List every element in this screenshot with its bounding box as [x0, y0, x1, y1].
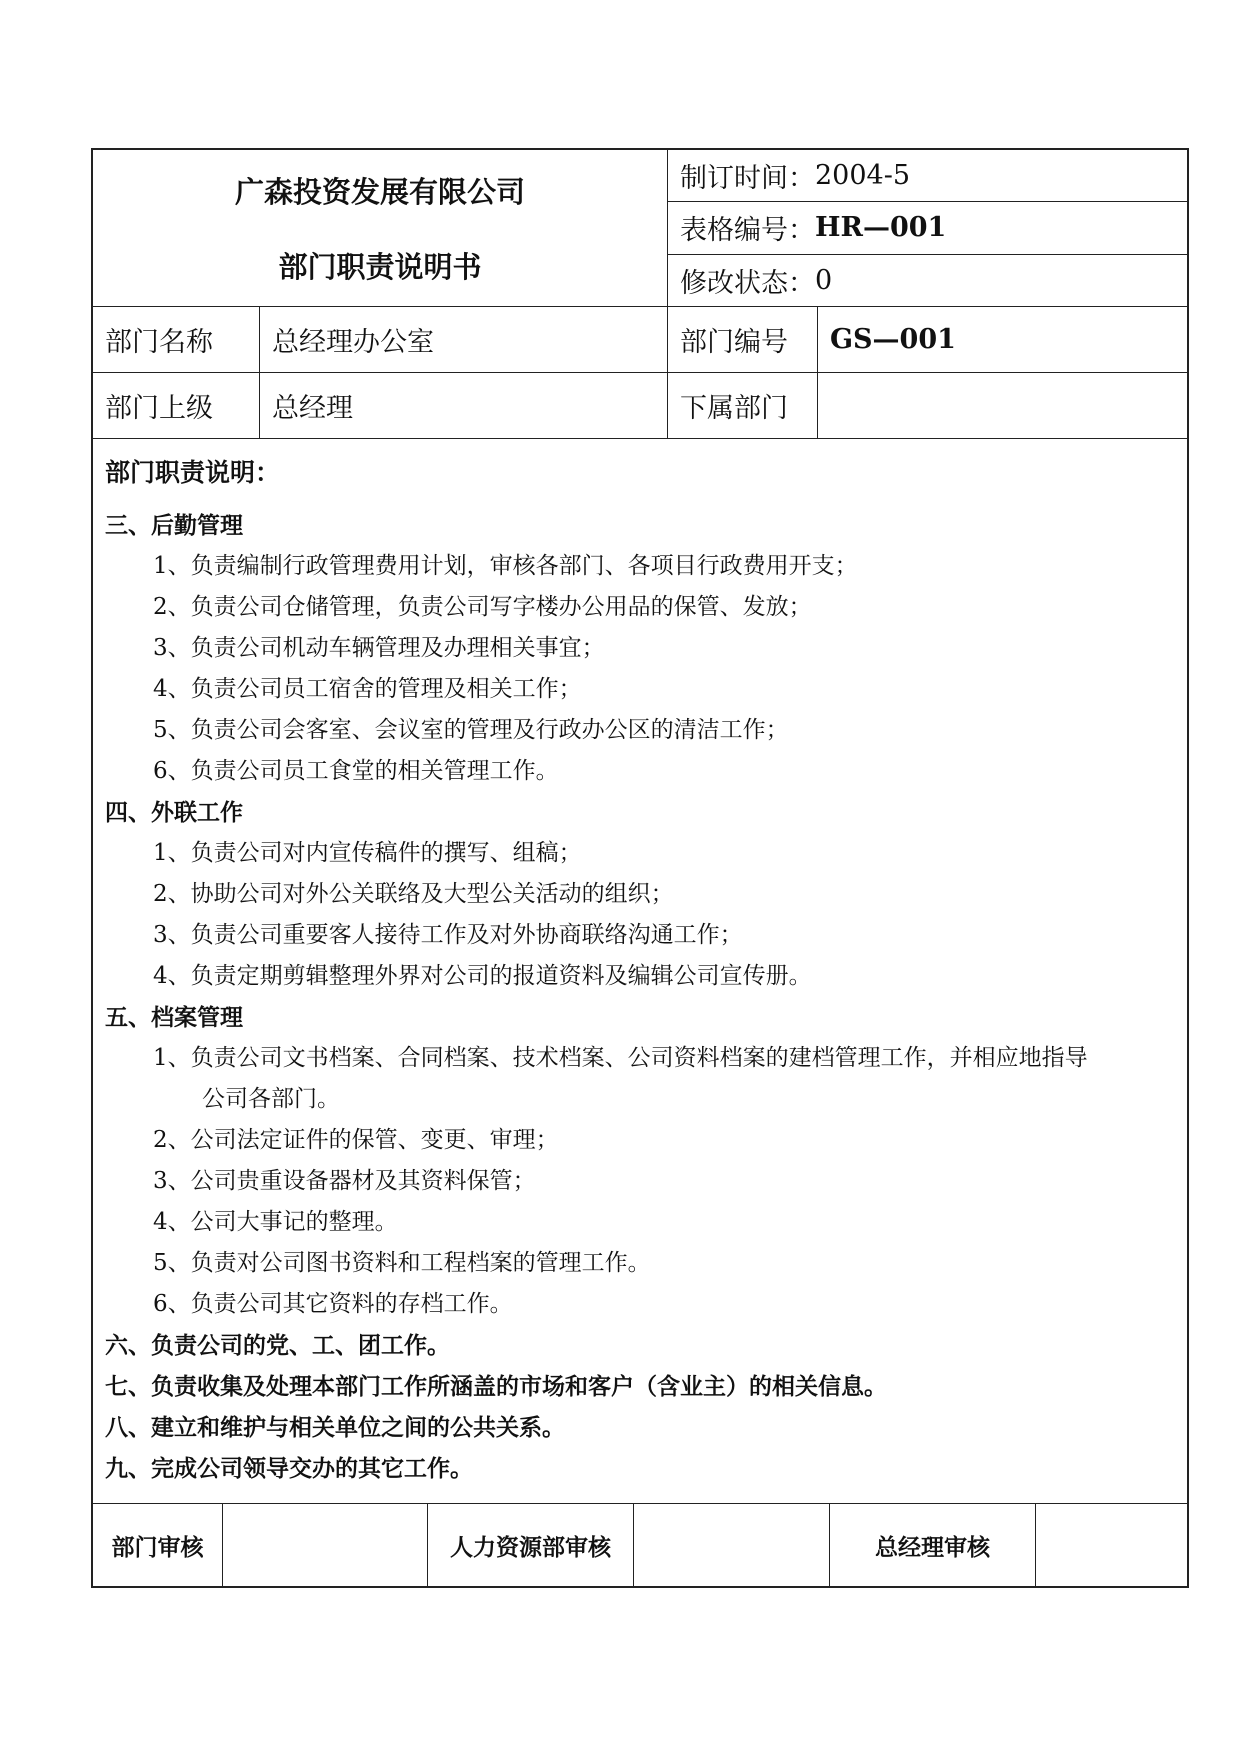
revision-status-label: 修改状态： — [680, 267, 815, 299]
subordinate-label: 下属部门 — [668, 373, 818, 438]
info-row-dept — [93, 307, 1187, 373]
list-item: 5、负责对公司图书资料和工程档案的管理工作。 — [153, 1250, 651, 1276]
revision-status-value: 0 — [815, 264, 833, 296]
dept-no-value: GS—001 — [830, 324, 956, 355]
responsibilities-body — [93, 439, 1187, 1504]
revision-status-row — [668, 255, 1187, 306]
subordinate-value — [818, 373, 1187, 438]
gm-review-label: 总经理审核 — [830, 1504, 1036, 1586]
revision-date-row — [668, 150, 1187, 202]
document-title: 部门职责说明书 — [278, 250, 482, 284]
list-item-text: 1、负责公司文书档案、合同档案、技术档案、公司资料档案的建档管理工作，并相应地指导 — [153, 1045, 1088, 1071]
header-meta — [668, 150, 1187, 306]
hr-review-label: 人力资源部审核 — [428, 1504, 634, 1586]
dept-review-label: 部门审核 — [93, 1504, 223, 1586]
revision-date-value: 2004-5 — [815, 160, 911, 192]
responsibilities-title: 部门职责说明： — [105, 458, 281, 487]
list-item: 3、负责公司重要客人接待工作及对外协商联络沟通工作； — [153, 922, 743, 948]
list-item: 2、公司法定证件的保管、变更、审理； — [153, 1127, 559, 1153]
list-item: 4、负责定期剪辑整理外界对公司的报道资料及编辑公司宣传册。 — [153, 963, 812, 989]
dept-review-field[interactable] — [223, 1504, 428, 1586]
list-item-continuation: 公司各部门。 — [202, 1086, 340, 1112]
list-item: 4、负责公司员工宿舍的管理及相关工作； — [153, 676, 582, 702]
dept-no-label: 部门编号 — [668, 307, 818, 372]
form-number-row — [668, 202, 1187, 254]
hr-review-field[interactable] — [634, 1504, 830, 1586]
section-heading: 三、后勤管理 — [105, 512, 243, 539]
list-item: 2、协助公司对外公关联络及大型公关活动的组织； — [153, 881, 674, 907]
duty-heading: 七、负责收集及处理本部门工作所涵盖的市场和客户（含业主）的相关信息。 — [105, 1373, 887, 1400]
section-heading: 五、档案管理 — [105, 1004, 243, 1031]
section-heading: 四、外联工作 — [105, 799, 243, 826]
list-item: 6、负责公司其它资料的存档工作。 — [153, 1291, 513, 1317]
revision-date-label: 制订时间： — [680, 163, 815, 195]
duty-heading: 六、负责公司的党、工、团工作。 — [105, 1332, 450, 1359]
superior-label: 部门上级 — [93, 373, 260, 438]
duty-heading: 八、建立和维护与相关单位之间的公共关系。 — [105, 1414, 565, 1441]
header-title-block — [93, 150, 668, 306]
list-item: 1、负责编制行政管理费用计划，审核各部门、各项目行政费用开支； — [153, 553, 858, 579]
list-item: 3、负责公司机动车辆管理及办理相关事宜； — [153, 635, 605, 661]
list-item: 1、负责公司对内宣传稿件的撰写、组稿； — [153, 840, 582, 866]
job-description-form — [91, 148, 1189, 1588]
list-item: 6、负责公司员工食堂的相关管理工作。 — [153, 758, 559, 784]
dept-name-label: 部门名称 — [93, 307, 260, 372]
signoff-row — [93, 1504, 1187, 1586]
form-header — [93, 150, 1187, 307]
gm-review-field[interactable] — [1036, 1504, 1187, 1586]
info-row-superior — [93, 373, 1187, 439]
form-number-label: 表格编号： — [680, 215, 815, 247]
form-number-value: HR—001 — [815, 212, 947, 244]
list-item — [105, 1038, 1187, 1120]
company-name: 广森投资发展有限公司 — [234, 175, 525, 209]
list-item: 4、公司大事记的整理。 — [153, 1209, 398, 1235]
duty-heading: 九、完成公司领导交办的其它工作。 — [105, 1455, 473, 1482]
list-item: 5、负责公司会客室、会议室的管理及行政办公区的清洁工作； — [153, 717, 789, 743]
dept-name-value: 总经理办公室 — [260, 307, 668, 372]
superior-value: 总经理 — [260, 373, 668, 438]
list-item: 2、负责公司仓储管理，负责公司写字楼办公用品的保管、发放； — [153, 594, 812, 620]
list-item: 3、公司贵重设备器材及其资料保管； — [153, 1168, 536, 1194]
